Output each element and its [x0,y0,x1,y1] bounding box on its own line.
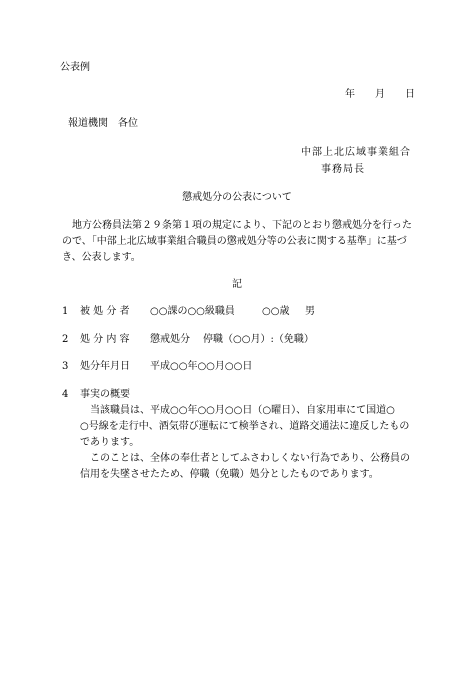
item-value-age: ○○歳 [262,306,290,317]
item-number: 2 [62,334,69,345]
item-value-date: 平成○○年○○月○○日 [150,361,253,372]
item-label: 事実の概要 [80,389,130,400]
item-label: 処分年月日 [80,361,130,372]
facts-line: 信用を失墜させたため、停職（免職）処分としたものであります。 [80,469,379,480]
facts-line: このことは、全体の奉仕者としてふさわしくない行為であり、公務員の [80,453,410,464]
intro-line: 地方公務員法第２９条第１項の規定により、下記のとおり懲戒処分を行った [62,220,412,231]
intro-line: ので、「中部上北広域事業組合職員の懲戒処分等の公表に関する基準」に基づ [62,236,407,247]
date-line: 年 月 日 [345,89,415,100]
sender-title: 事務局長 [321,164,365,175]
facts-line: であります。 [80,437,140,448]
document-type-label: 公表例 [60,62,90,73]
item-value-penalty: 停職（○○月）:（免職） [203,334,314,345]
document-title: 懲戒処分の公表について [182,192,292,203]
item-value-action: 懲戒処分 [150,334,190,345]
sender-organization: 中部上北広域事業組合 [301,147,411,158]
facts-line: 当該職員は、平成○○年○○月○○日（○曜日）、自家用車にて国道○ [80,405,395,416]
ki-heading: 記 [232,279,242,290]
addressee: 報道機関 各位 [68,118,138,129]
item-label: 処 分 内 容 [80,334,130,345]
item-number: 4 [62,389,69,400]
item-number: 1 [62,306,69,317]
item-value-sex: 男 [305,306,315,317]
item-number: 3 [62,361,69,372]
item-label: 被 処 分 者 [80,306,130,317]
facts-line: ○号線を走行中、酒気帯び運転にて検挙され、道路交通法に違反したもの [80,421,410,432]
item-value-position: ○○課の○○級職員 [150,306,235,317]
intro-line: き、公表します。 [62,252,141,263]
